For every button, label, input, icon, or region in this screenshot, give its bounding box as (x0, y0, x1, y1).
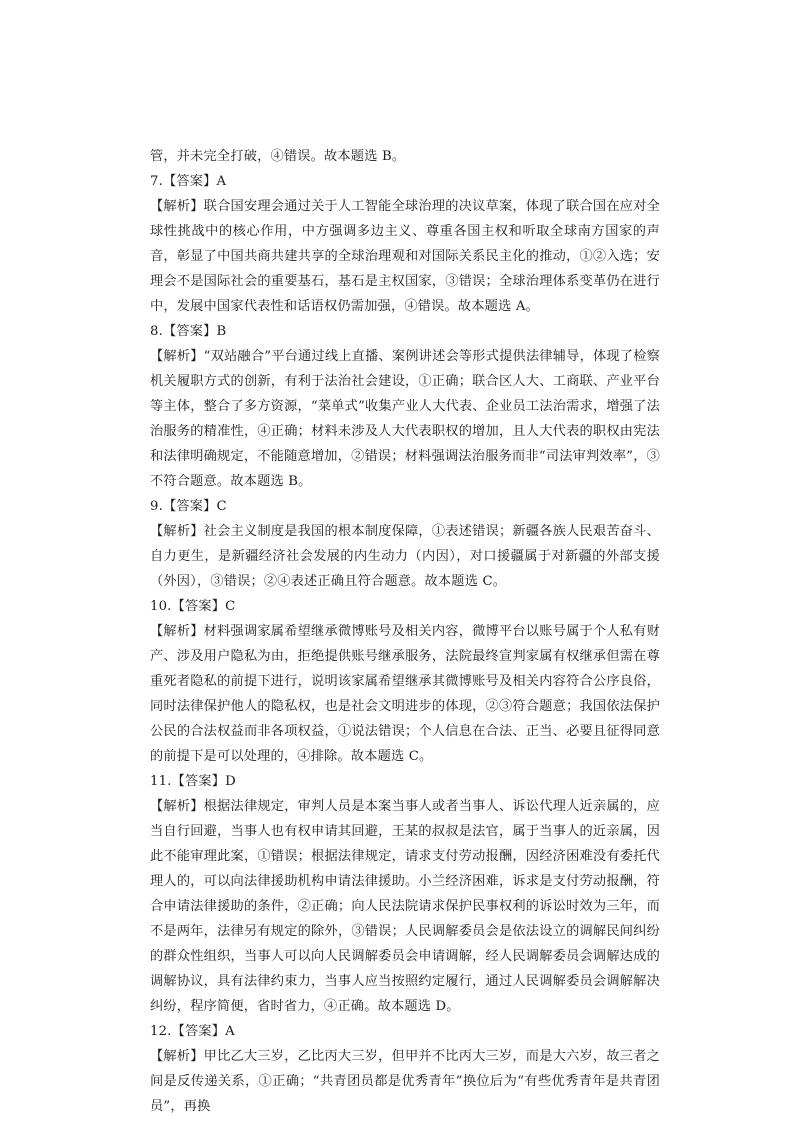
analysis-paragraph: 【解析】社会主义制度是我国的根本制度保障，①表述错误；新疆各族人民艰苦奋斗、自力更生，是新疆经济社会发展的内生动力（内因），对口援疆属于对新疆的外部支援（外因），③错误；②④表述正确且符合题意。故本题选 C。 (150, 524, 660, 589)
question-10 (150, 594, 660, 769)
lead-line: 管，并未完全打破，④错误。故本题选 B。 (150, 149, 406, 164)
answer-line: 7.【答案】A (150, 174, 227, 189)
analysis-paragraph: 【解析】根据法律规定，审判人员是本案当事人或者当事人、诉讼代理人近亲属的，应当自行回避，当事人也有权申请其回避，王某的叔叔是法官，属于当事人的近亲属，因此不能审理此案，①错误；根据法律规定，请求支付劳动报酬，因经济困难没有委托代理人的，可以向法律援助机构申请法律援助。小兰经济困难，诉求是支付劳动报酬，符合申请法律援助的条件，②正确；向人民法院请求保护民事权利的诉讼时效为三年，而不是两年，法律另有规定的除外，③错误；人民调解委员会是依法设立的调解民间纠纷的群众性组织，当事人可以向人民调解委员会申请调解，经人民调解委员会调解达成的调解协议，具有法律约束力，当事人应当按照约定履行，通过人民调解委员会调解解决纠纷，程序简便，省时省力，④正确。故本题选 D。 (150, 799, 660, 1014)
document-page (150, 144, 660, 1119)
answer-line: 8.【答案】B (150, 324, 227, 339)
analysis-paragraph: 【解析】联合国安理会通过关于人工智能全球治理的决议草案，体现了联合国在应对全球性挑战中的核心作用，中方强调多边主义、尊重各国主权和听取全球南方国家的声音，彰显了中国共商共建共享的全球治理观和对国际关系民主化的推动，①②入选；安理会不是国际社会的重要基石，基石是主权国家，③错误；全球治理体系变革仍在进行中，发展中国家代表性和话语权仍需加强，④错误。故本题选 A。 (150, 199, 660, 314)
question-8 (150, 319, 660, 494)
analysis-paragraph: 【解析】甲比乙大三岁，乙比丙大三岁，但甲并不比丙大三岁，而是大六岁，故三者之间是反传递关系，①正确；“共青团员都是优秀青年”换位后为“有些优秀青年是共青团员”，再换 (150, 1049, 660, 1114)
answer-line: 10.【答案】C (150, 599, 236, 614)
question-11 (150, 769, 660, 1019)
answer-line: 9.【答案】C (150, 499, 227, 514)
question-9 (150, 494, 660, 594)
answer-line: 11.【答案】D (150, 774, 236, 789)
analysis-paragraph: 【解析】材料强调家属希望继承微博账号及相关内容，微博平台以账号属于个人私有财产、涉及用户隐私为由，拒绝提供账号继承服务，法院最终宣判家属有权继承但需在尊重死者隐私的前提下进行，说明该家属希望继承其微博账号及相关内容符合公序良俗，同时法律保护他人的隐私权，也是社会文明进步的体现，②③符合题意；我国依法保护公民的合法权益而非各项权益，①说法错误；个人信息在合法、正当、必要且征得同意的前提下是可以处理的，④排除。故本题选 C。 (150, 624, 660, 764)
question-7 (150, 169, 660, 319)
question-12 (150, 1019, 660, 1119)
answer-line: 12.【答案】A (150, 1024, 235, 1039)
analysis-paragraph: 【解析】“双站融合”平台通过线上直播、案例讲述会等形式提供法律辅导，体现了检察机关履职方式的创新，有利于法治社会建设，①正确；联合区人大、工商联、产业平台等主体，整合了多方资源，“菜单式”收集产业人大代表、企业员工法治需求，增强了法治服务的精准性，④正确；材料未涉及人大代表职权的增加，且人大代表的职权由宪法和法律明确规定，不能随意增加，②错误；材料强调法治服务而非“司法审判效率”，③不符合题意。故本题选 B。 (150, 349, 660, 489)
